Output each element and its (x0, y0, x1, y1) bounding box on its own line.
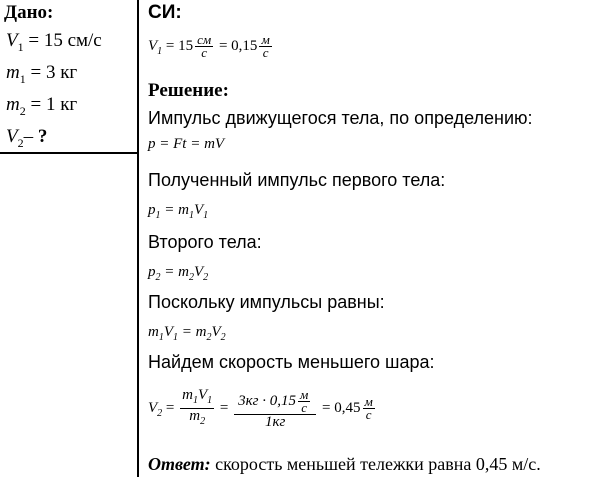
column-divider (137, 0, 139, 477)
answer-line (148, 454, 541, 475)
solution-line-3: Второго тела: (148, 232, 262, 252)
formula-momentum-definition: p = Ft = mV (148, 136, 225, 152)
answer-text: скорость меньшей тележки равна 0,45 м/с. (210, 454, 541, 474)
given-item-v2-question: $V_2-$ ? (6, 126, 48, 150)
formula-equality: $m_1V_1 = m_2V_2$ (148, 324, 226, 343)
given-item-m2: $m_2 = 1$ кг (6, 94, 78, 118)
given-item-m1: $m_1 = 3$ кг (6, 62, 78, 86)
solution-line-1: Импульс движущегося тела, по определению: (148, 108, 533, 128)
solution-line-2: Полученный импульс первого тела: (148, 170, 446, 190)
given-title: Дано: (4, 2, 54, 23)
si-formula: $V_1 = 15$ $\frac{см}{с}$ = 0,15 $\frac{м}{с}$ (148, 32, 270, 60)
formula-p1: $p_1 = m_1V_1$ (148, 202, 209, 221)
given-separator (0, 152, 138, 154)
formula-final-velocity: $V_2$ = $\frac{m_1V_1}{m_2}$ = 3кг · 0,15 $\frac{м}{с}$ 1кг = 0,45 $\frac{м}{с}$ (148, 386, 373, 430)
formula-p2: $p_2 = m_2V_2$ (148, 264, 209, 283)
si-title: СИ: (148, 2, 182, 23)
answer-label: Ответ: (148, 454, 211, 474)
given-item-v1: $V_1 = 15$ см/с (6, 30, 102, 54)
solution-line-4: Поскольку импульсы равны: (148, 292, 385, 312)
solution-title: Решение: (148, 80, 229, 101)
solution-line-5: Найдем скорость меньшего шара: (148, 352, 435, 372)
